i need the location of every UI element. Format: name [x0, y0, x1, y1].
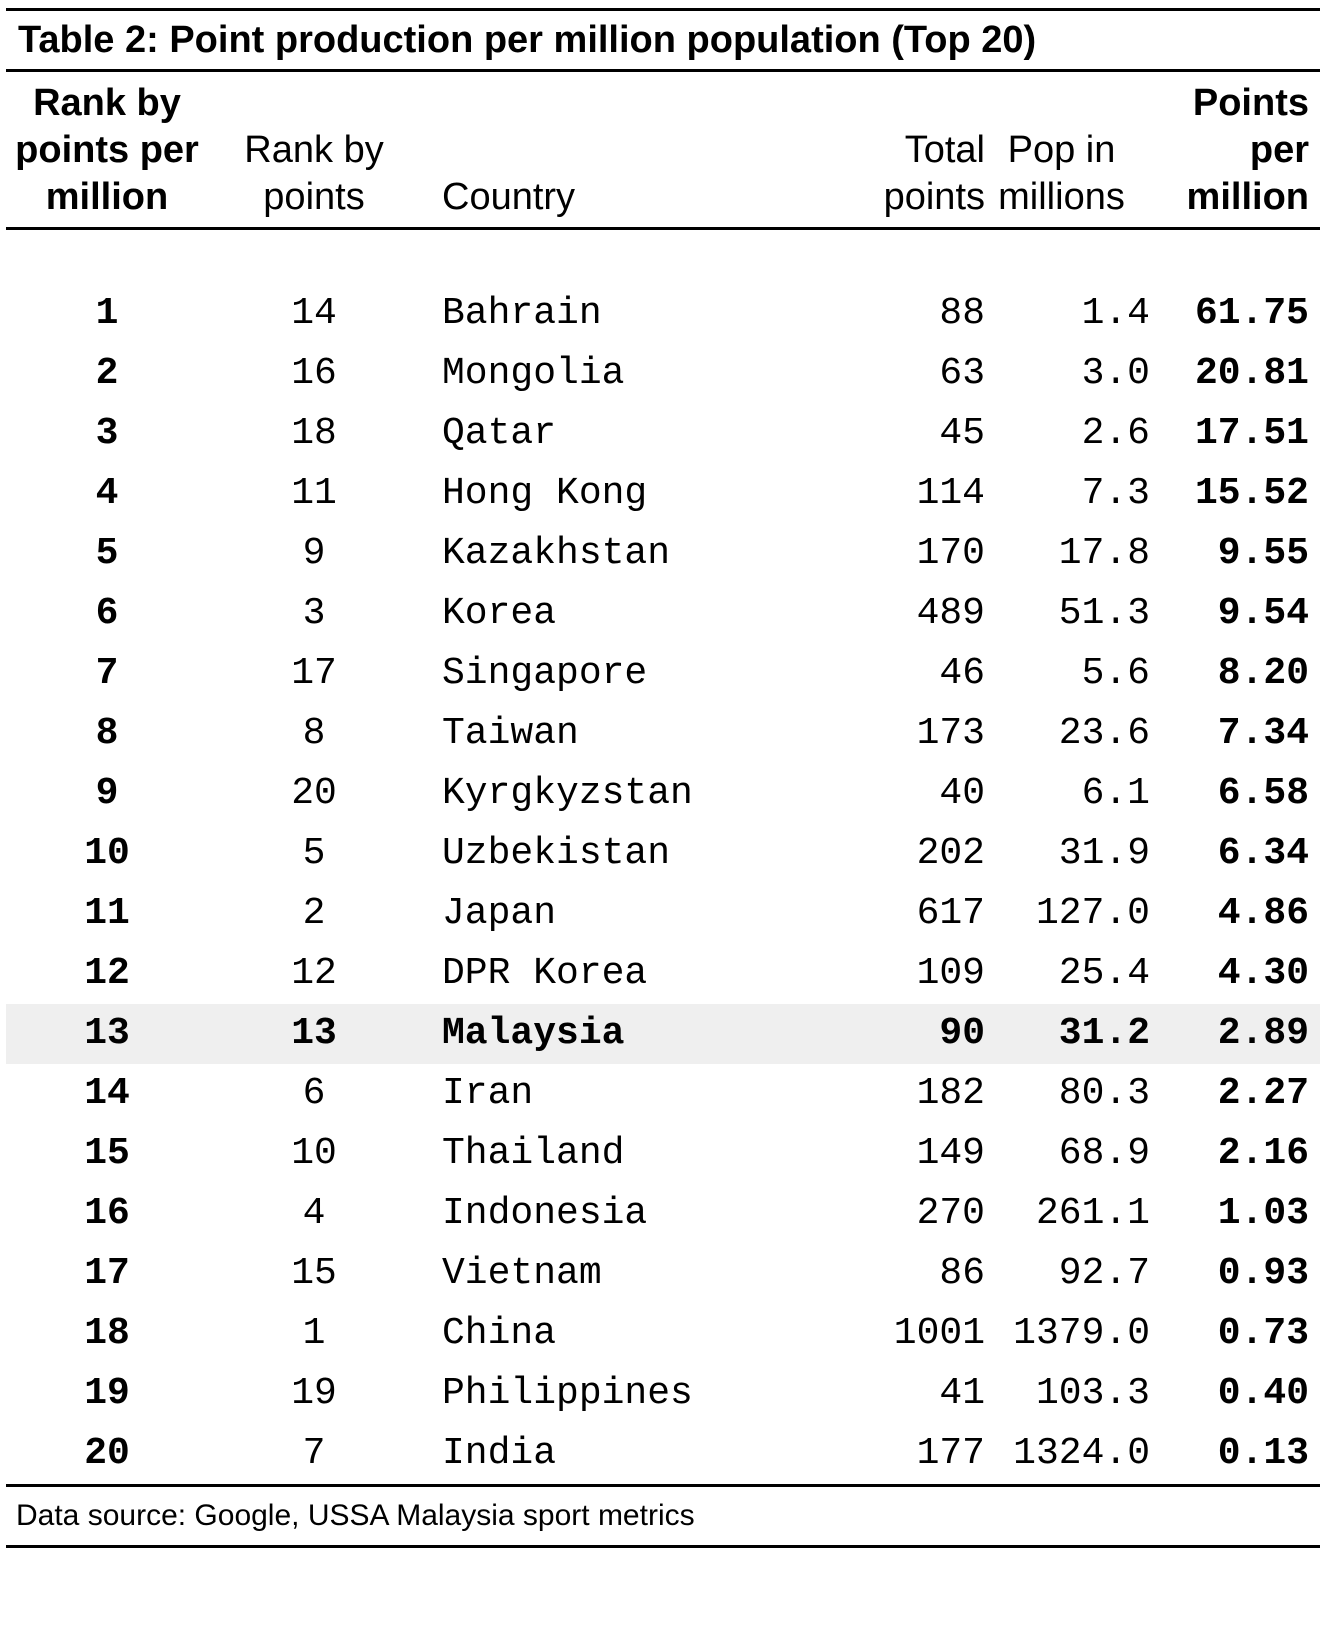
cell-pop-millions: 1379.0	[1013, 1312, 1150, 1355]
cell-points-per-million: 6.34	[1217, 832, 1309, 875]
cell-country: Singapore	[442, 652, 648, 695]
cell-total-points: 86	[939, 1252, 985, 1295]
cell-total-points: 177	[916, 1432, 985, 1475]
cell-rank-points: 5	[302, 832, 326, 875]
cell-country: Qatar	[442, 412, 557, 455]
cell-rank-ppm: 10	[84, 832, 130, 875]
cell-country: Mongolia	[442, 352, 625, 395]
table-row	[6, 584, 1320, 644]
cell-rank-ppm: 7	[95, 652, 119, 695]
cell-rank-points: 11	[291, 472, 337, 515]
cell-total-points: 149	[916, 1132, 985, 1175]
table-row	[6, 404, 1320, 464]
cell-total-points: 40	[939, 772, 985, 815]
cell-rank-ppm: 4	[95, 472, 119, 515]
cell-rank-ppm: 20	[84, 1432, 130, 1475]
table-row	[6, 344, 1320, 404]
cell-pop-millions: 127.0	[1035, 892, 1150, 935]
cell-pop-millions: 31.2	[1058, 1012, 1150, 1055]
cell-country: Thailand	[442, 1132, 625, 1175]
cell-country: Malaysia	[442, 1012, 625, 1055]
cell-points-per-million: 61.75	[1194, 292, 1309, 335]
cell-points-per-million: 4.30	[1217, 952, 1309, 995]
table-body	[6, 284, 1320, 1484]
cell-points-per-million: 1.03	[1217, 1192, 1309, 1235]
cell-rank-points: 18	[291, 412, 337, 455]
cell-total-points: 270	[916, 1192, 985, 1235]
cell-rank-ppm: 5	[95, 532, 119, 575]
table-row	[6, 524, 1320, 584]
cell-country: Kazakhstan	[442, 532, 671, 575]
table-row	[6, 1244, 1320, 1304]
cell-pop-millions: 3.0	[1081, 352, 1150, 395]
cell-total-points: 173	[916, 712, 985, 755]
table-header	[6, 72, 1320, 227]
cell-rank-points: 9	[302, 532, 326, 575]
cell-rank-points: 8	[302, 712, 326, 755]
table-title: Table 2: Point production per million population (Top 20)	[18, 19, 1037, 61]
cell-points-per-million: 6.58	[1217, 772, 1309, 815]
table-row	[6, 944, 1320, 1004]
cell-points-per-million: 2.27	[1217, 1072, 1309, 1115]
cell-total-points: 45	[939, 412, 985, 455]
header-spacer	[6, 230, 1320, 284]
header-rank-points: Rank by points	[244, 129, 384, 218]
cell-pop-millions: 261.1	[1035, 1192, 1150, 1235]
cell-rank-points: 3	[302, 592, 326, 635]
cell-pop-millions: 23.6	[1058, 712, 1150, 755]
cell-points-per-million: 2.16	[1217, 1132, 1309, 1175]
cell-total-points: 1001	[893, 1312, 985, 1355]
cell-rank-ppm: 14	[84, 1072, 130, 1115]
cell-country: China	[442, 1312, 557, 1355]
cell-total-points: 41	[939, 1372, 985, 1415]
cell-total-points: 617	[916, 892, 985, 935]
cell-points-per-million: 9.55	[1217, 532, 1309, 575]
cell-rank-ppm: 12	[84, 952, 130, 995]
cell-pop-millions: 103.3	[1035, 1372, 1150, 1415]
cell-pop-millions: 1324.0	[1013, 1432, 1150, 1475]
table-row	[6, 764, 1320, 824]
header-rank-ppm: Rank by points per million	[15, 82, 199, 218]
cell-rank-ppm: 1	[95, 292, 119, 335]
cell-pop-millions: 6.1	[1081, 772, 1150, 815]
cell-pop-millions: 31.9	[1058, 832, 1150, 875]
cell-rank-points: 20	[291, 772, 337, 815]
cell-rank-points: 10	[291, 1132, 337, 1175]
cell-points-per-million: 9.54	[1217, 592, 1309, 635]
cell-pop-millions: 1.4	[1081, 292, 1150, 335]
cell-country: Korea	[442, 592, 557, 635]
cell-points-per-million: 7.34	[1217, 712, 1309, 755]
cell-total-points: 63	[939, 352, 985, 395]
footer-rule	[6, 1545, 1320, 1548]
cell-rank-ppm: 3	[95, 412, 119, 455]
table-row	[6, 1364, 1320, 1424]
cell-total-points: 90	[939, 1012, 985, 1055]
cell-total-points: 114	[916, 472, 985, 515]
cell-points-per-million: 0.93	[1217, 1252, 1309, 1295]
cell-rank-ppm: 6	[95, 592, 119, 635]
cell-rank-points: 1	[302, 1312, 326, 1355]
cell-total-points: 109	[916, 952, 985, 995]
table-row	[6, 1124, 1320, 1184]
table-row	[6, 884, 1320, 944]
cell-rank-points: 16	[291, 352, 337, 395]
cell-pop-millions: 68.9	[1058, 1132, 1150, 1175]
cell-country: Uzbekistan	[442, 832, 671, 875]
header-country: Country	[442, 176, 576, 218]
cell-rank-points: 4	[302, 1192, 326, 1235]
data-source-note: Data source: Google, USSA Malaysia sport metrics	[16, 1499, 695, 1532]
table-row	[6, 824, 1320, 884]
cell-country: Iran	[442, 1072, 534, 1115]
cell-country: India	[442, 1432, 557, 1475]
table-row	[6, 1064, 1320, 1124]
cell-points-per-million: 0.13	[1217, 1432, 1309, 1475]
cell-total-points: 46	[939, 652, 985, 695]
cell-points-per-million: 0.73	[1217, 1312, 1309, 1355]
table-row	[6, 1004, 1320, 1064]
data-table	[6, 8, 1320, 1548]
table-row	[6, 1304, 1320, 1364]
cell-points-per-million: 4.86	[1217, 892, 1309, 935]
cell-rank-ppm: 2	[95, 352, 119, 395]
cell-country: Bahrain	[442, 292, 602, 335]
cell-country: Hong Kong	[442, 472, 648, 515]
cell-rank-points: 15	[291, 1252, 337, 1295]
cell-country: DPR Korea	[442, 952, 648, 995]
cell-pop-millions: 80.3	[1058, 1072, 1150, 1115]
cell-country: Japan	[442, 892, 557, 935]
table-row	[6, 464, 1320, 524]
cell-pop-millions: 25.4	[1058, 952, 1150, 995]
cell-total-points: 170	[916, 532, 985, 575]
cell-rank-points: 19	[291, 1372, 337, 1415]
cell-country: Kyrgkyzstan	[442, 772, 693, 815]
table-row	[6, 704, 1320, 764]
table-row	[6, 644, 1320, 704]
cell-rank-ppm: 19	[84, 1372, 130, 1415]
cell-pop-millions: 7.3	[1081, 472, 1150, 515]
cell-rank-points: 17	[291, 652, 337, 695]
header-pop-millions: Pop in millions	[998, 129, 1125, 218]
cell-points-per-million: 17.51	[1194, 412, 1309, 455]
cell-points-per-million: 8.20	[1217, 652, 1309, 695]
cell-rank-points: 2	[302, 892, 326, 935]
cell-pop-millions: 2.6	[1081, 412, 1150, 455]
cell-rank-ppm: 16	[84, 1192, 130, 1235]
cell-rank-ppm: 8	[95, 712, 119, 755]
cell-country: Taiwan	[442, 712, 579, 755]
cell-country: Philippines	[442, 1372, 693, 1415]
cell-rank-ppm: 11	[84, 892, 130, 935]
cell-rank-points: 12	[291, 952, 337, 995]
table-row	[6, 284, 1320, 344]
cell-rank-ppm: 9	[95, 772, 119, 815]
cell-rank-ppm: 18	[84, 1312, 130, 1355]
cell-total-points: 202	[916, 832, 985, 875]
cell-total-points: 182	[916, 1072, 985, 1115]
header-points-per-million: Points per million	[1186, 82, 1309, 218]
cell-points-per-million: 15.52	[1194, 472, 1309, 515]
cell-pop-millions: 92.7	[1058, 1252, 1150, 1295]
table-row	[6, 1424, 1320, 1484]
cell-rank-points: 13	[291, 1012, 337, 1055]
cell-total-points: 88	[939, 292, 985, 335]
cell-rank-points: 14	[291, 292, 337, 335]
table-row	[6, 1184, 1320, 1244]
cell-country: Indonesia	[442, 1192, 648, 1235]
cell-rank-points: 6	[302, 1072, 326, 1115]
cell-total-points: 489	[916, 592, 985, 635]
cell-points-per-million: 2.89	[1217, 1012, 1309, 1055]
cell-country: Vietnam	[442, 1252, 602, 1295]
cell-rank-ppm: 15	[84, 1132, 130, 1175]
cell-rank-ppm: 17	[84, 1252, 130, 1295]
header-total-points: Total points	[883, 129, 985, 218]
cell-points-per-million: 20.81	[1194, 352, 1309, 395]
cell-rank-points: 7	[302, 1432, 326, 1475]
cell-points-per-million: 0.40	[1217, 1372, 1309, 1415]
cell-pop-millions: 17.8	[1058, 532, 1150, 575]
cell-rank-ppm: 13	[84, 1012, 130, 1055]
cell-pop-millions: 5.6	[1081, 652, 1150, 695]
cell-pop-millions: 51.3	[1058, 592, 1150, 635]
